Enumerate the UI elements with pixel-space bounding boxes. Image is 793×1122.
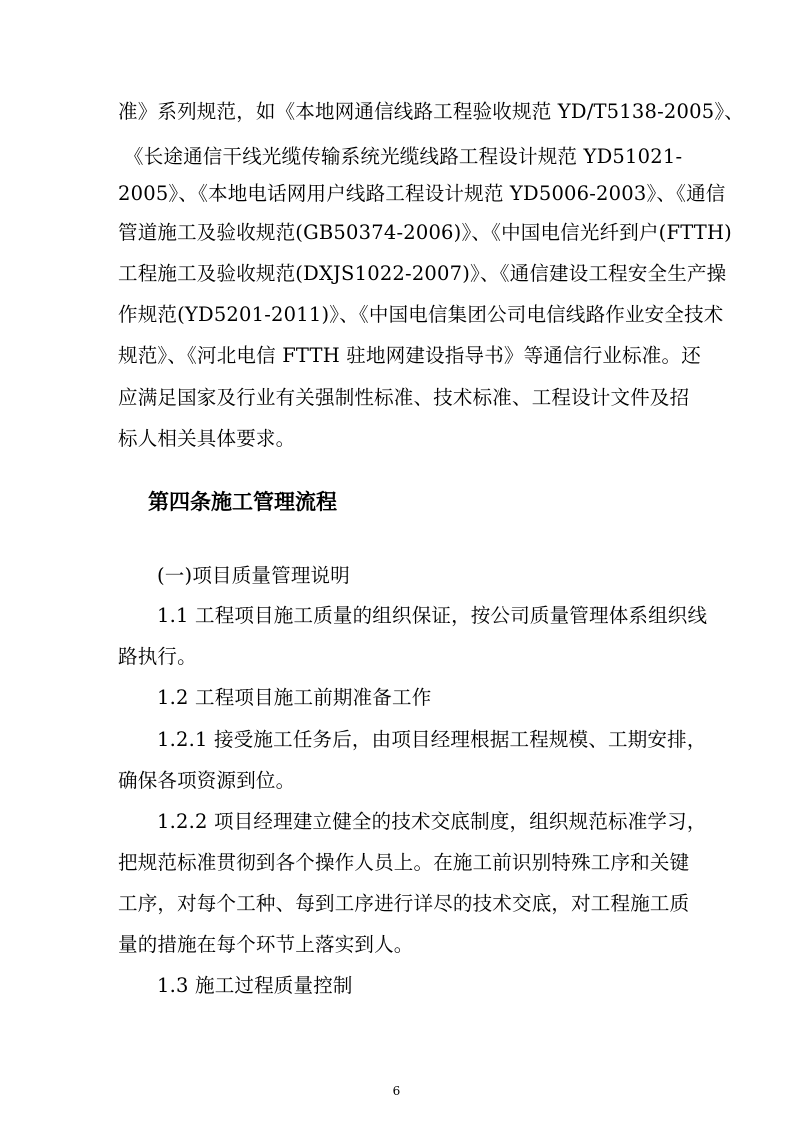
- body-text-line-6: 作规范(YD5201-2011)》、《中国电信集团公司电信线路作业安全技术: [118, 303, 724, 326]
- body-text-line-4: 管道施工及验收规范(GB50374-2006)》、《中国电信光纤到户(FTTH): [118, 221, 732, 244]
- article-heading: 第四条施工管理流程: [148, 489, 337, 514]
- paragraph-1-3: 1.3 施工过程质量控制: [157, 974, 353, 997]
- paragraph-1-2-2-line-4: 量的措施在每个环节上落实到人。: [118, 933, 414, 956]
- body-text-line-1: 准》系列规范，如《本地网通信线路工程验收规范 YD/T5138-2005》、: [118, 100, 744, 123]
- body-text-line-9: 标人相关具体要求。: [118, 427, 296, 450]
- body-text-line-5: 工程施工及验收规范(DXJS1022-2007)》、《通信建设工程安全生产操: [118, 262, 727, 285]
- paragraph-1-2-2-line-3: 工序，对每个工种、每到工序进行详尽的技术交底，对工程施工质: [118, 892, 690, 915]
- paragraph-1-2-2-line-1: 1.2.2 项目经理建立健全的技术交底制度，组织规范标准学习，: [157, 810, 707, 833]
- body-text-line-3: 2005》、《本地电话网用户线路工程设计规范 YD5006-2003》、《通信: [118, 182, 726, 205]
- paragraph-1-2-1-line-2: 确保各项资源到位。: [118, 769, 296, 792]
- paragraph-1-2-1-line-1: 1.2.1 接受施工任务后，由项目经理根据工程规模、工期安排，: [157, 728, 707, 751]
- paragraph-1-1-line-1: 1.1 工程项目施工质量的组织保证，按公司质量管理体系组织线: [157, 604, 708, 627]
- paragraph-1-1-line-2: 路执行。: [118, 645, 197, 668]
- body-text-line-2: 《长途通信干线光缆传输系统光缆线路工程设计规范 YD51021-: [124, 145, 683, 168]
- page-number: 6: [392, 1084, 401, 1098]
- paragraph-1-2: 1.2 工程项目施工前期准备工作: [157, 686, 432, 709]
- body-text-line-7: 规范》、《河北电信 FTTH 驻地网建设指导书》等通信行业标准。还: [118, 344, 701, 367]
- section-title: (一)项目质量管理说明: [157, 564, 350, 587]
- body-text-line-8: 应满足国家及行业有关强制性标准、技术标准、工程设计文件及招: [118, 386, 690, 409]
- paragraph-1-2-2-line-2: 把规范标准贯彻到各个操作人员上。在施工前识别特殊工序和关键: [118, 851, 690, 874]
